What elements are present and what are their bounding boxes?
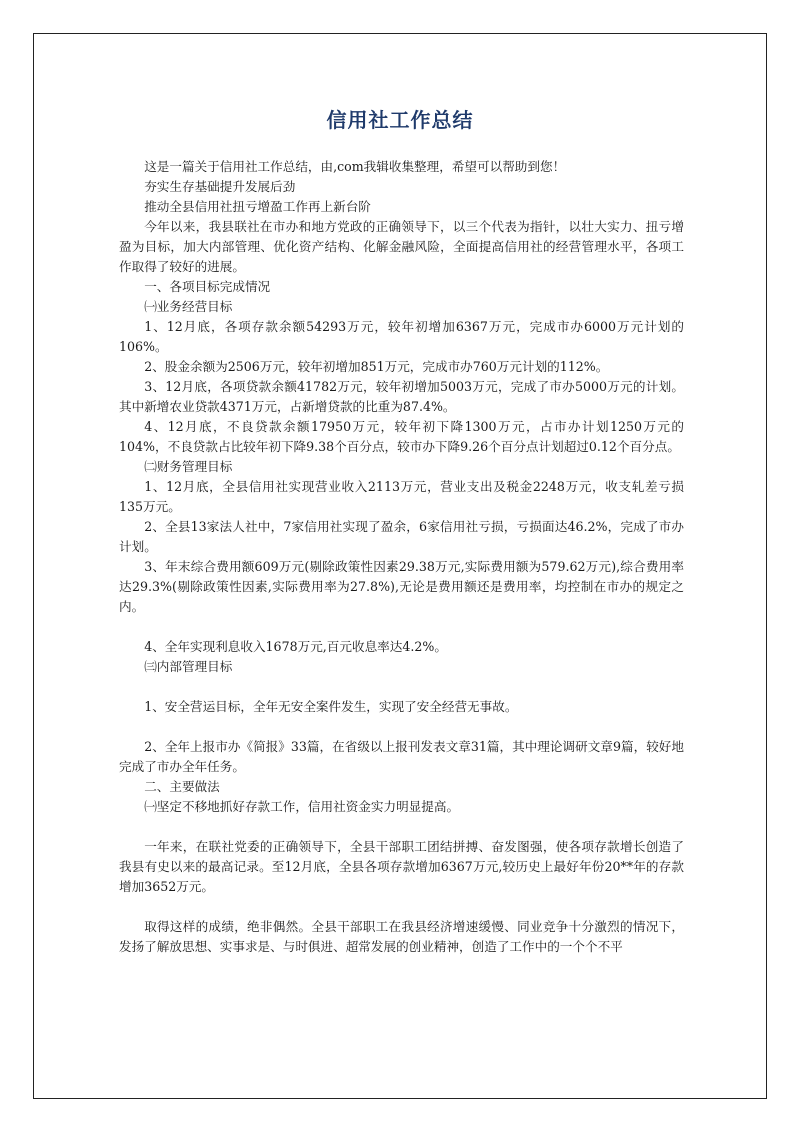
- document-body: [119, 157, 684, 957]
- body-paragraph: 2、全县13家法人社中，7家信用社实现了盈余，6家信用社亏损，亏损面达46.2%，完成了市办计划。: [119, 519, 684, 554]
- intro-note: 这是一篇关于信用社工作总结，由,com我辑收集整理，希望可以帮助到您！: [144, 159, 566, 174]
- subsection-heading: ㈠业务经营目标: [144, 299, 233, 314]
- subsection-heading: ㈢内部管理目标: [144, 659, 233, 674]
- body-paragraph: 4、全年实现利息收入1678万元,百元收息率达4.2%。: [144, 639, 447, 654]
- body-paragraph: 1、安全营运目标，全年无安全案件发生，实现了安全经营无事故。: [144, 699, 518, 714]
- subsection-heading: ㈡财务管理目标: [144, 459, 233, 474]
- body-paragraph: 一年来，在联社党委的正确领导下，全县干部职工团结拼搏、奋发图强，使各项存款增长创造了我县有史以来的最高记录。至12月底，全县各项存款增加6367万元,较历史上最好年份20**年的存款增加3652万元。: [119, 839, 684, 894]
- body-paragraph: 2、股金余额为2506万元，较年初增加851万元，完成市办760万元计划的112%。: [144, 359, 609, 374]
- subtitle-line: 推动全县信用社扭亏增盈工作再上新台阶: [144, 199, 371, 214]
- subsection-heading: ㈠坚定不移地抓好存款工作，信用社资金实力明显提高。: [144, 799, 460, 814]
- body-paragraph: 2、全年上报市办《简报》33篇，在省级以上报刊发表文章31篇，其中理论调研文章9篇，较好地完成了市办全年任务。: [119, 739, 684, 774]
- subtitle-line: 夯实生存基础提升发展后劲: [144, 179, 296, 194]
- section-heading: 一、各项目标完成情况: [144, 279, 271, 294]
- body-paragraph: 取得这样的成绩，绝非偶然。全县干部职工在我县经济增速缓慢、同业竞争十分激烈的情况下，发扬了解放思想、实事求是、与时俱进、超常发展的创业精神，创造了工作中的一个个不平: [119, 919, 684, 954]
- section-heading: 二、主要做法: [144, 779, 220, 794]
- body-paragraph: 今年以来，我县联社在市办和地方党政的正确领导下，以三个代表为指针，以壮大实力、扭亏增盈为目标，加大内部管理、优化资产结构、化解金融风险，全面提高信用社的经营管理水平，各项工作取得了较好的进展。: [119, 219, 684, 274]
- body-paragraph: 3、年末综合费用额609万元(剔除政策性因素29.38万元,实际费用额为579.62万元),综合费用率达29.3%(剔除政策性因素,实际费用率为27.8%),无论是费用额还是费用率，均控制在市办的规定之内。: [119, 559, 684, 614]
- body-paragraph: 1、12月底，全县信用社实现营业收入2113万元，营业支出及税金2248万元，收支轧差亏损135万元。: [119, 479, 684, 514]
- body-paragraph: 3、12月底，各项贷款余额41782万元，较年初增加5003万元，完成了市办5000万元的计划。其中新增农业贷款4371万元，占新增贷款的比重为87.4%。: [119, 379, 684, 414]
- document-title: 信用社工作总结: [326, 108, 474, 132]
- body-paragraph: 1、12月底，各项存款余额54293万元，较年初增加6367万元，完成市办6000万元计划的106%。: [119, 319, 684, 354]
- body-paragraph: 4、12月底，不良贷款余额17950万元，较年初下降1300万元，占市办计划1250万元的104%，不良贷款占比较年初下降9.38个百分点，较市办下降9.26个百分点计划超过0.12个百分点。: [119, 419, 684, 454]
